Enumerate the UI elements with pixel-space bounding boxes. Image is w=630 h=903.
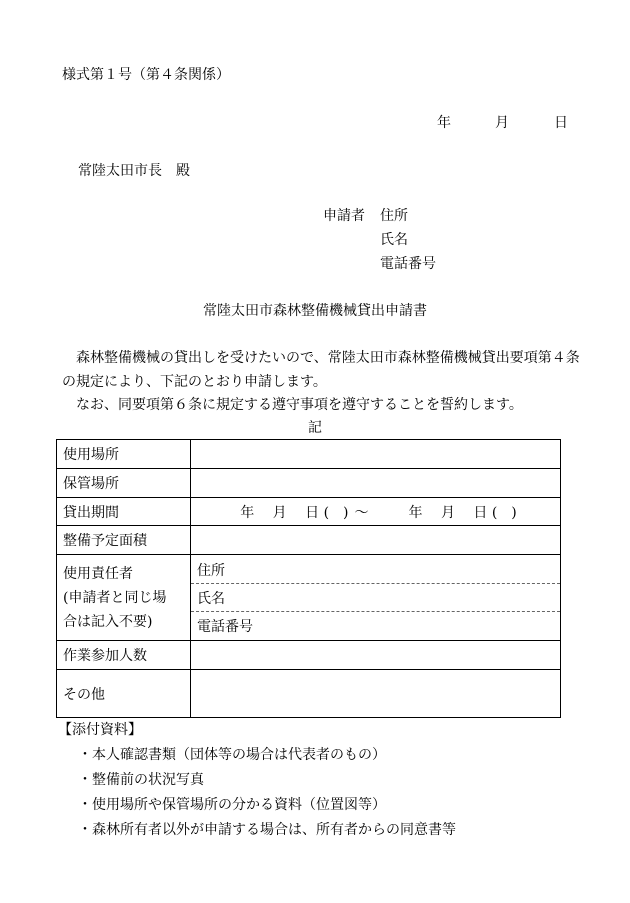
- participants-field[interactable]: [191, 641, 561, 670]
- application-table: [56, 439, 561, 718]
- planned-area-label: 整備予定面積: [57, 526, 191, 555]
- body-paragraph-1: 森林整備機械の貸出しを受けたいので、常陸太田市森林整備機械貸出要項第４条の規定により、下記のとおり申請します。: [62, 350, 580, 390]
- responsible-address-field[interactable]: [191, 556, 560, 584]
- responsible-name-field[interactable]: [191, 584, 560, 612]
- attachments-title: 【添付資料】: [58, 722, 142, 738]
- participants-label: 作業参加人数: [57, 641, 191, 670]
- date-year-label: 年: [437, 115, 451, 131]
- loan-period-start: 年 月 日 ( ): [240, 504, 349, 521]
- place-of-use-label: 使用場所: [57, 440, 191, 469]
- responsible-phone-label: 電話番号: [197, 618, 253, 635]
- responsible-label-line-1: 使用責任者: [63, 565, 133, 582]
- body-paragraph-2: なお、同要項第６条に規定する遵守事項を遵守することを誓約します。: [62, 397, 523, 413]
- other-field[interactable]: [191, 670, 561, 718]
- body-text: [62, 347, 582, 418]
- responsible-label-line-3: 合は記入不要): [63, 613, 153, 630]
- attachment-item: ・本人確認書類（団体等の場合は代表者のもの）: [78, 747, 386, 763]
- responsible-person-label: [57, 555, 191, 641]
- loan-period-label: 貸出期間: [57, 498, 191, 526]
- planned-area-field[interactable]: [191, 526, 561, 555]
- place-of-use-field[interactable]: [191, 440, 561, 469]
- attachment-item: ・使用場所や保管場所の分かる資料（位置図等）: [78, 797, 386, 813]
- loan-period-end: 年 月 日 ( ): [408, 504, 517, 521]
- applicant-name-label: 氏名: [380, 232, 408, 248]
- storage-place-field[interactable]: [191, 469, 561, 498]
- responsible-label-line-2: (申請者と同じ場: [63, 589, 167, 606]
- date-month-label: 月: [495, 115, 509, 131]
- ki-heading: 記: [308, 420, 322, 436]
- responsible-address-label: 住所: [197, 562, 225, 579]
- applicant-address-label: 住所: [380, 208, 408, 224]
- form-number: 様式第１号（第４条関係）: [62, 67, 230, 83]
- storage-place-label: 保管場所: [57, 469, 191, 498]
- applicant-label: 申請者: [323, 208, 365, 224]
- responsible-name-label: 氏名: [197, 590, 225, 607]
- loan-period-separator: ～: [354, 504, 369, 521]
- responsible-person-fields: [191, 555, 561, 641]
- responsible-phone-field[interactable]: [191, 612, 560, 639]
- addressee: 常陸太田市長 殿: [78, 163, 190, 179]
- other-label: その他: [57, 670, 191, 718]
- document-title: 常陸太田市森林整備機械貸出申請書: [203, 303, 427, 319]
- date-day-label: 日: [554, 115, 568, 131]
- loan-period-field[interactable]: [191, 498, 561, 526]
- attachment-item: ・森林所有者以外が申請する場合は、所有者からの同意書等: [78, 822, 456, 838]
- applicant-phone-label: 電話番号: [380, 256, 436, 272]
- attachment-item: ・整備前の状況写真: [78, 772, 204, 788]
